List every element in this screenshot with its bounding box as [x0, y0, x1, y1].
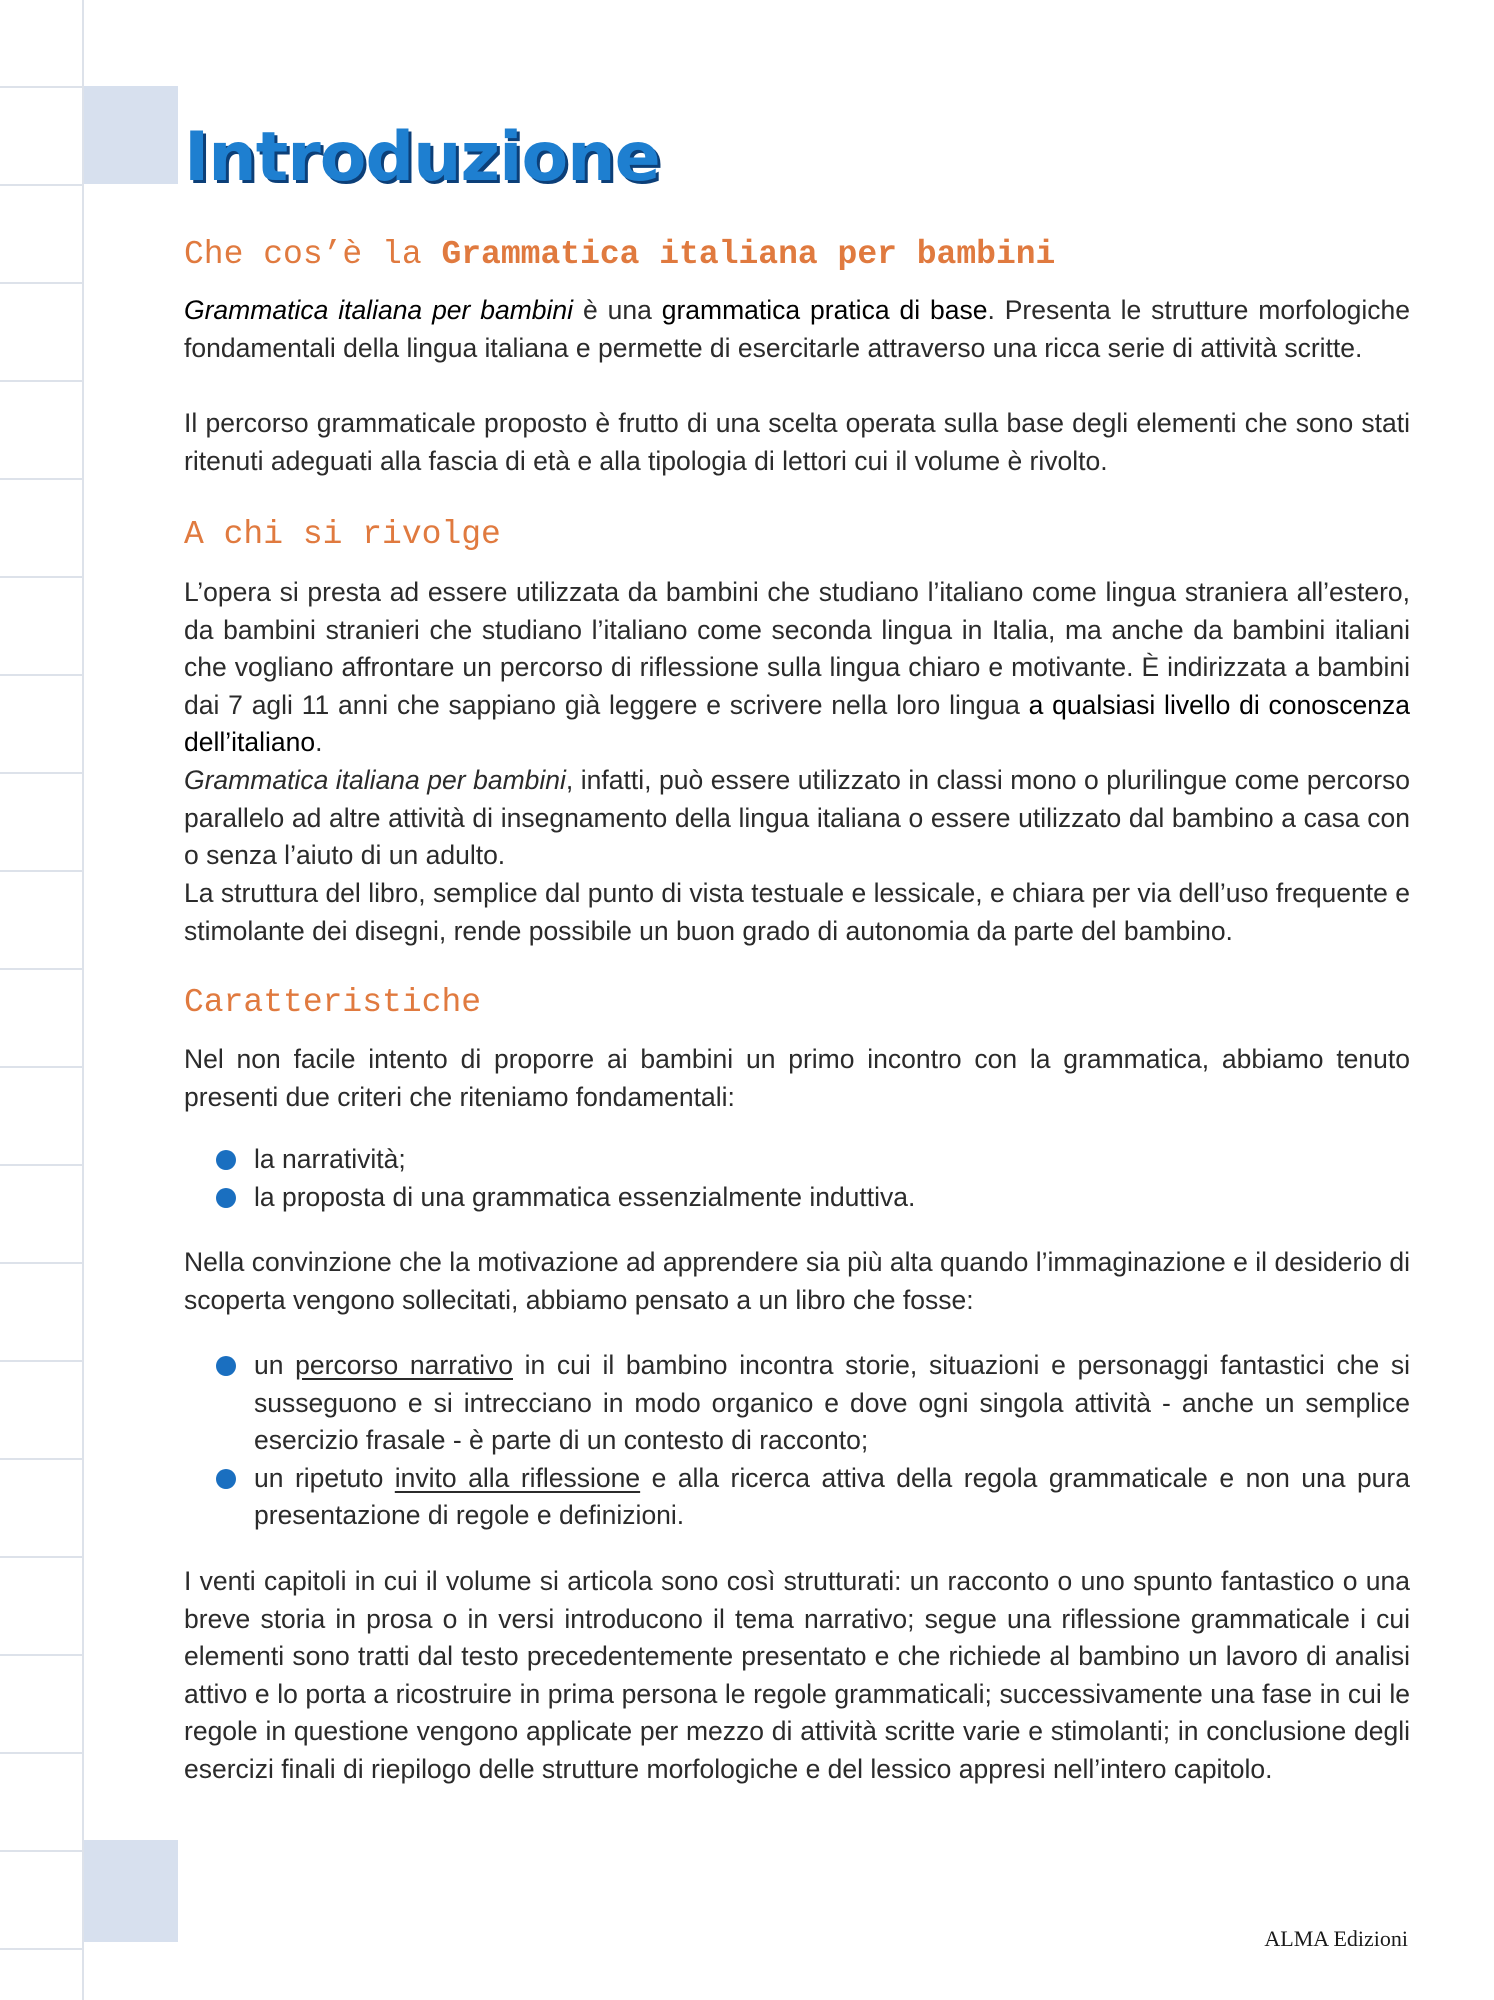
paragraph-path: Il percorso grammaticale proposto è frutto di una scelta operata sulla base degli elementi che sono stati ritenuti adeguati alla fascia di età e alla tipologia di lettori cui il volume è rivolto.: [184, 408, 1410, 476]
list-item: [214, 1460, 1410, 1535]
margin-gridline: [0, 478, 84, 480]
margin-gridline: [0, 1262, 84, 1264]
text-span: . Presenta le strutture morfologiche fondamentali della lingua italiana e permette di esercitarle attraverso una ricca serie di attività scritte.: [184, 295, 1410, 363]
section-title-book: Grammatica italiana per bambini: [441, 236, 1056, 273]
paragraph-intro: [184, 292, 1410, 367]
margin-gridline: [0, 576, 84, 578]
margin-gridline: [0, 1654, 84, 1656]
paragraph-structure: La struttura del libro, semplice dal punto di vista testuale e lessicale, e chiara per via dell’uso frequente e stimolante dei disegni, rende possibile un buon grado di autonomia da parte del bambino.: [184, 878, 1410, 946]
book-features-list: [214, 1347, 1410, 1535]
section-title-prefix: Che cos’è la: [184, 236, 442, 273]
margin-gridline: [0, 772, 84, 774]
margin-gridline: [0, 1066, 84, 1068]
margin-gridline: [0, 1164, 84, 1166]
underlined-text: percorso narrativo: [295, 1350, 513, 1380]
paragraph-criteria-intro: Nel non facile intento di proporre ai bambini un primo incontro con la grammatica, abbiamo tenuto presenti due criteri che riteniamo fondamentali:: [184, 1044, 1410, 1112]
book-title-italic: Grammatica italiana per bambini: [184, 765, 566, 795]
margin-gridline: [0, 968, 84, 970]
text-span: .: [315, 727, 323, 758]
text-span: L’opera si presta ad essere utilizzata da bambini che studiano l’italiano come lingua straniera all’estero, da bambini stranieri che studiano l’italiano come seconda lingua in Italia, ma anche da bambini italiani che vogliano affrontare un percorso di riflessione sulla lingua chiaro e motivante. È indirizzata a bambini dai 7 agli 11 anni che sappiano già leggere e scrivere nella loro lingua: [184, 577, 1410, 720]
emphasis-text: a qualsiasi livello di conoscenza dell’italiano: [184, 689, 1410, 758]
margin-gridline: [0, 1458, 84, 1460]
bullet-dot-icon: [216, 1188, 236, 1208]
page-title: Introduzione: [184, 118, 660, 197]
margin-gridline: [0, 184, 84, 186]
criteria-list: [214, 1141, 1410, 1216]
margin-gridline: [0, 1948, 84, 1950]
margin-gridline: [0, 1556, 84, 1558]
margin-gridline: [0, 86, 84, 88]
list-item-text: la proposta di una grammatica essenzialmente induttiva.: [254, 1181, 916, 1212]
section-title-audience: A chi si rivolge: [184, 516, 501, 553]
book-title-italic: Grammatica italiana per bambini: [184, 295, 574, 325]
margin-gridline: [0, 1850, 84, 1852]
margin-tab-bottom: [84, 1840, 178, 1942]
text-span: è una: [573, 295, 662, 325]
margin-gridline: [0, 870, 84, 872]
margin-gridline: [0, 282, 84, 284]
bullet-dot-icon: [216, 1356, 236, 1376]
paragraph-motivation: Nella convinzione che la motivazione ad apprendere sia più alta quando l’immaginazione e il desiderio di scoperta vengono sollecitati, abbiamo pensato a un libro che fosse:: [184, 1247, 1410, 1315]
text-span: in cui il bambino incontra storie, situazioni e personaggi fantastici che si susseguono e si intrecciano in modo organico e dove ogni singola attività - anche un semplice esercizio frasale - è parte di un contesto di racconto;: [254, 1350, 1410, 1456]
list-item: [214, 1141, 1410, 1179]
paragraph-audience: [184, 574, 1410, 762]
paragraph-chapters: I venti capitoli in cui il volume si articola sono così strutturati: un racconto o uno spunto fantastico o una breve storia in prosa o in versi introducono il tema narrativo; segue una riflessione grammaticale i cui elementi sono tratti dal testo precedentemente presentato e che richiede al bambino un lavoro di analisi attivo e lo porta a ricostruire in prima persona le regole grammaticali; successivamente una fase in cui le regole in questione vengono applicate per mezzo di attività scritte varie e stimolanti; in conclusione degli esercizi finali di riepilogo delle strutture morfologiche e del lessico appresi nell’intero capitolo.: [184, 1566, 1410, 1784]
bullet-dot-icon: [216, 1150, 236, 1170]
text-span: un ripetuto: [254, 1462, 395, 1493]
list-item: [214, 1179, 1410, 1217]
publisher-footer: ALMA Edizioni: [1264, 1926, 1408, 1951]
margin-vertical-line: [82, 0, 84, 2000]
list-item: [214, 1347, 1410, 1460]
paragraph-usage: [184, 762, 1410, 875]
list-item-text: la narratività;: [254, 1144, 406, 1174]
underlined-text: invito alla riflessione: [394, 1462, 641, 1493]
margin-gridline: [0, 674, 84, 676]
margin-gridline: [0, 380, 84, 382]
margin-gridline: [0, 1752, 84, 1754]
section-title-what: [184, 236, 1055, 273]
emphasis-text: grammatica pratica di base: [661, 295, 988, 325]
text-span: , infatti, può essere utilizzato in classi mono o plurilingue come percorso parallelo ad altre attività di insegnamento della lingua italiana o essere utilizzato dal bambino a casa con o senza l’aiuto di un adulto.: [184, 765, 1411, 871]
section-title-features: Caratteristiche: [184, 984, 482, 1021]
text-span: e alla ricerca attiva della regola grammaticale e non una pura presentazione di regole e definizioni.: [254, 1462, 1410, 1531]
margin-gridline: [0, 1360, 84, 1362]
bullet-dot-icon: [216, 1469, 236, 1489]
text-span: un: [254, 1350, 296, 1380]
margin-tab-top: [84, 86, 178, 184]
